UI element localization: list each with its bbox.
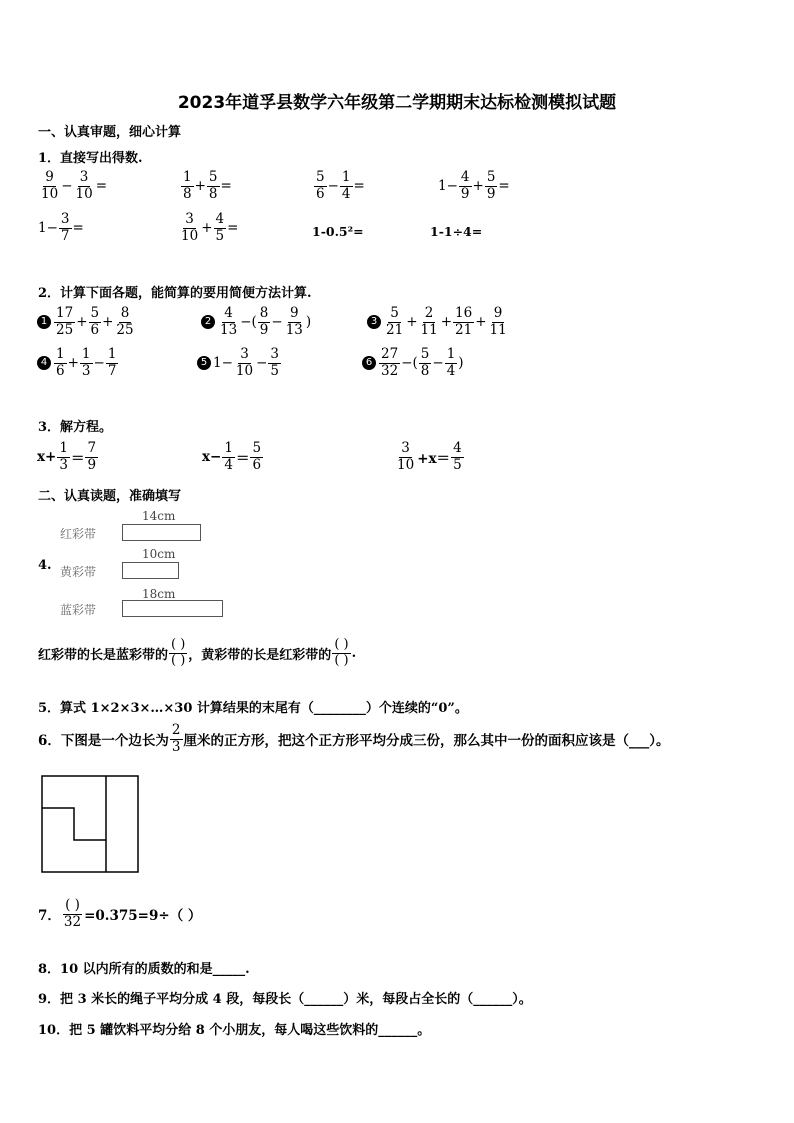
- denominator: 3: [81, 362, 91, 379]
- square-diagram: [40, 774, 142, 874]
- section-heading-2: 二、认真读题，准确填写: [38, 489, 182, 504]
- numerator: 4: [460, 169, 470, 185]
- denominator: 5: [453, 456, 462, 473]
- denominator: 10: [235, 362, 254, 379]
- denominator: 6: [252, 456, 262, 473]
- numerator: 1: [341, 169, 351, 185]
- question-10: 10．把 5 罐饮料平均分给 8 个小朋友，每人喝这些饮料的______。: [38, 1023, 431, 1038]
- numerator: 1: [81, 346, 91, 362]
- tape-label-yellow: 黄彩带: [60, 565, 97, 579]
- operator: +: [440, 314, 452, 331]
- numerator: 5: [252, 440, 262, 456]
- close-paren: ): [458, 355, 464, 372]
- denominator: 8: [208, 185, 218, 202]
- answer-blank-numerator[interactable]: ( ): [334, 637, 349, 652]
- numerator: 27: [381, 346, 399, 362]
- numerator: 2: [424, 305, 434, 321]
- square-outline: [42, 776, 138, 872]
- operator: +: [406, 314, 418, 331]
- numerator: 9: [289, 305, 299, 321]
- q3-equation-1: [37, 441, 99, 473]
- q4-sentence: [38, 638, 356, 669]
- circled-number: 2: [201, 315, 215, 329]
- q1-item-7: 1-0.5²=: [312, 224, 364, 239]
- numerator: 5: [390, 305, 399, 321]
- operator: +: [102, 314, 114, 331]
- denominator: 4: [446, 362, 456, 379]
- numerator: 3: [401, 440, 410, 456]
- operator: −(: [401, 355, 418, 372]
- numerator: 8: [259, 305, 269, 321]
- q1-item-5: [38, 212, 84, 244]
- numerator: 9: [45, 169, 54, 185]
- answer-blank-denominator[interactable]: ( ): [171, 652, 186, 668]
- prefix: 1−: [438, 178, 458, 195]
- circled-number: 4: [37, 356, 51, 370]
- question-8: 8．10 以内所有的质数的和是_____.: [38, 962, 250, 977]
- operator: −(: [240, 314, 257, 331]
- numerator: 5: [486, 169, 496, 185]
- q1-item-2: [180, 170, 232, 202]
- operator: −: [61, 178, 73, 195]
- q4-text-1: 红彩带的长是蓝彩带的: [38, 647, 169, 663]
- q1-item-4: [438, 170, 510, 202]
- denominator: 10: [181, 227, 199, 244]
- denominator: 13: [220, 321, 238, 338]
- numerator: 1: [446, 346, 456, 362]
- answer-blank-numerator[interactable]: ( ): [65, 897, 80, 913]
- numerator: 7: [87, 440, 97, 456]
- equals: =: [227, 220, 239, 237]
- prefix: x−: [202, 449, 222, 466]
- q1-item-3: [313, 170, 365, 202]
- numerator: 2: [171, 722, 181, 738]
- question-3-label: 3．解方程。: [38, 420, 113, 435]
- q7-text: =0.375=9÷（ ）: [84, 908, 202, 925]
- close-paren: ): [305, 314, 312, 331]
- operator: +: [475, 314, 487, 331]
- numerator: 3: [240, 346, 249, 362]
- question-2-label: 2．计算下面各题，能简算的要用简便方法计算.: [38, 286, 312, 301]
- page-title: 2023年道孚县数学六年级第二学期期末达标检测模拟试题: [177, 93, 617, 113]
- operator: +: [201, 220, 213, 237]
- operator: −: [271, 314, 283, 331]
- tape-label-red: 红彩带: [60, 527, 97, 541]
- numerator: 4: [224, 305, 233, 321]
- operator: +: [472, 178, 484, 195]
- tape-label-blue: 蓝彩带: [60, 603, 97, 617]
- question-9: 9．把 3 米长的绳子平均分成 4 段，每段长（______）米，每段占全长的（______）。: [38, 992, 532, 1007]
- numerator: 3: [60, 211, 70, 227]
- question-1-label: 1．直接写出得数.: [38, 151, 143, 166]
- q6-text-1: 6．下图是一个边长为: [38, 733, 169, 750]
- numerator: 1: [56, 346, 65, 362]
- numerator: 3: [270, 346, 279, 362]
- denominator: 9: [486, 185, 496, 202]
- q2-expr-5: [197, 347, 282, 379]
- tape-length-red: 14cm: [142, 509, 176, 523]
- q2-expr-4: [37, 347, 119, 379]
- numerator: 5: [316, 169, 325, 185]
- question-7: [38, 898, 201, 930]
- operator: −: [432, 355, 444, 372]
- prefix: 1−: [38, 220, 58, 237]
- numerator: 9: [493, 305, 503, 321]
- q6-text-2: 厘米的正方形，把这个正方形平均分成三份，那么其中一份的面积应该是（___）。: [183, 733, 670, 750]
- section-heading-1: 一、认真审题，细心计算: [38, 125, 182, 140]
- denominator: 25: [116, 321, 134, 338]
- q4-text-2: ，黄彩带的长是红彩带的: [188, 647, 332, 663]
- q3-equation-2: [202, 441, 264, 473]
- answer-blank-numerator[interactable]: ( ): [171, 637, 186, 652]
- denominator: 21: [386, 321, 404, 338]
- q2-expr-2: [201, 306, 311, 338]
- question-6: [38, 723, 670, 755]
- denominator: 32: [63, 913, 82, 930]
- denominator: 9: [259, 321, 269, 338]
- question-4-number: 4.: [38, 558, 52, 573]
- tape-red: [122, 524, 201, 541]
- denominator: 9: [87, 456, 97, 473]
- denominator: 6: [56, 362, 65, 379]
- numerator: 4: [215, 211, 225, 227]
- prefix: x+: [37, 449, 57, 466]
- denominator: 6: [90, 321, 100, 338]
- denominator: 11: [420, 321, 438, 338]
- denominator: 10: [41, 185, 59, 202]
- numerator: 8: [120, 305, 130, 321]
- numerator: 1: [183, 169, 192, 185]
- q2-expr-3: [367, 306, 510, 338]
- q2-expr-6: [362, 347, 464, 379]
- equals: =: [95, 178, 107, 195]
- numerator: 5: [208, 169, 218, 185]
- numerator: 3: [79, 169, 89, 185]
- denominator: 3: [171, 738, 181, 755]
- q7-number: 7．: [38, 908, 61, 925]
- q1-item-8: 1-1÷4=: [430, 224, 483, 239]
- denominator: 4: [224, 456, 233, 473]
- equals: =: [72, 220, 84, 237]
- denominator: 5: [270, 362, 279, 379]
- circled-number: 5: [197, 356, 211, 370]
- numerator: 5: [90, 305, 100, 321]
- denominator: 9: [460, 185, 470, 202]
- operator: −: [256, 355, 268, 372]
- denominator: 7: [60, 227, 70, 244]
- denominator: 11: [489, 321, 507, 338]
- denominator: 3: [59, 456, 68, 473]
- denominator: 8: [420, 362, 430, 379]
- tape-length-blue: 18cm: [142, 587, 176, 601]
- numerator: 1: [107, 346, 117, 362]
- equals: +x＝: [417, 451, 451, 468]
- denominator: 7: [107, 362, 117, 379]
- denominator: 10: [397, 456, 415, 473]
- q2-expr-1: [37, 306, 137, 338]
- equals: =: [220, 178, 232, 195]
- circled-number: 6: [362, 356, 376, 370]
- q1-item-6: [178, 212, 238, 244]
- equals: ＝: [70, 451, 85, 468]
- tape-length-yellow: 10cm: [142, 547, 176, 561]
- denominator: 10: [75, 185, 93, 202]
- numerator: 1: [59, 440, 68, 456]
- operator: +: [76, 314, 88, 331]
- equals: ＝: [235, 451, 250, 468]
- divider-step-line: [42, 808, 106, 840]
- denominator: 6: [316, 185, 325, 202]
- operator: −: [93, 355, 105, 372]
- denominator: 5: [215, 227, 225, 244]
- numerator: 4: [453, 440, 462, 456]
- prefix: 1−: [213, 355, 233, 372]
- q1-item-1: [38, 170, 107, 202]
- question-5: 5．算式 1×2×3×…×30 计算结果的末尾有（________）个连续的“0”。: [38, 701, 468, 716]
- numerator: 1: [224, 440, 233, 456]
- denominator: 13: [285, 321, 303, 338]
- equals: =: [498, 178, 510, 195]
- operator: +: [194, 178, 206, 195]
- numerator: 16: [455, 305, 473, 321]
- numerator: 3: [185, 211, 194, 227]
- q3-equation-3: [394, 441, 465, 473]
- denominator: 25: [56, 321, 74, 338]
- denominator: 4: [341, 185, 351, 202]
- denominator: 8: [183, 185, 192, 202]
- denominator: 21: [455, 321, 473, 338]
- numerator: 5: [420, 346, 430, 362]
- equals: =: [353, 178, 365, 195]
- circled-number: 3: [367, 315, 381, 329]
- q4-text-3: .: [351, 645, 357, 661]
- operator: −: [327, 178, 339, 195]
- tape-blue: [122, 600, 223, 617]
- circled-number: 1: [37, 315, 51, 329]
- operator: +: [67, 355, 79, 372]
- numerator: 17: [56, 305, 74, 321]
- answer-blank-denominator[interactable]: ( ): [334, 652, 349, 668]
- tape-yellow: [122, 562, 179, 579]
- denominator: 32: [381, 362, 399, 379]
